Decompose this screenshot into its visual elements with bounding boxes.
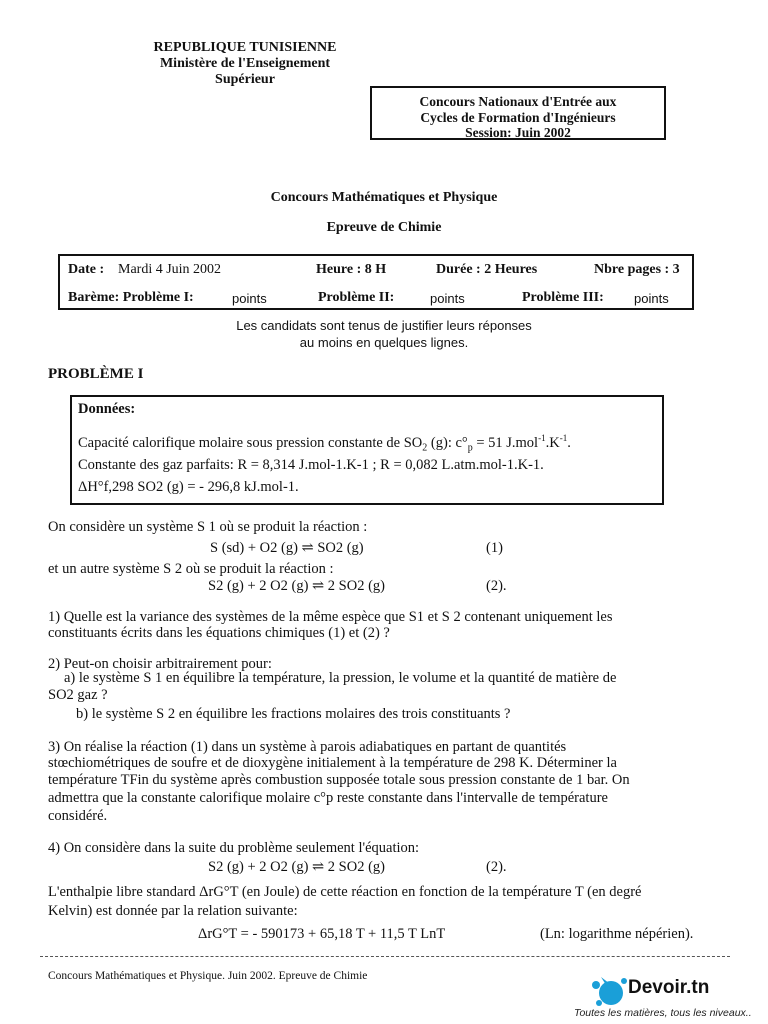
ministry-line1: Ministère de l'Enseignement (159, 56, 331, 71)
question-4-line1: 4) On considère dans la suite du problème seulement l'équation: (48, 840, 420, 856)
points-2: points (430, 291, 465, 306)
s2-intro: et un autre système S 2 où se produit la réaction : (48, 561, 334, 577)
bareme-label: Barème: Problème I: (68, 290, 194, 305)
footer-separator (40, 956, 730, 957)
date-value: Mardi 4 Juin 2002 (118, 262, 222, 277)
date-label: Date : (68, 262, 105, 277)
duree-label: Durée : 2 Heures (436, 262, 538, 277)
reaction-2-repeat-number: (2). (486, 859, 507, 875)
notice-line1: Les candidats sont tenus de justifier leurs réponses (236, 318, 532, 333)
donnee-capacite: Capacité calorifique molaire sous pression constante de $SO_2$ (g): $c^\circ_p = 51$ $J.mol^{-1}.K^{-1}$. (78, 433, 571, 454)
question-3-line4: admettra que la constante calorifique molaire c°p reste constante dans l'intervalle de température (48, 790, 608, 806)
donnee-constante-gaz: Constante des gaz parfaits: R = 8,314 J.mol-1.K-1 ; R = 0,082 L.atm.mol-1.K-1. (78, 457, 544, 473)
exam-info-box (58, 254, 694, 310)
republic-heading: REPUBLIQUE TUNISIENNE (153, 40, 337, 55)
ministry-line2: Supérieur (215, 72, 275, 87)
concours-line2: Cycles de Formation d'Ingénieurs (420, 109, 616, 125)
devoir-logo[interactable] (566, 975, 766, 1021)
pages-label: Nbre pages : 3 (594, 262, 680, 277)
donnees-box (70, 395, 664, 505)
problem3-label: Problème III: (522, 290, 604, 305)
question-3-line3: température TFin du système après combustion supposée totale sous pression constante de 1 bar. On (48, 772, 630, 788)
reaction-1: S (sd) + O2 (g) ⇌ SO2 (g) (210, 540, 364, 556)
points-3: points (634, 291, 669, 306)
question-1-line2: constituants écrits dans les équations chimiques (1) et (2) ? (48, 625, 390, 641)
concours-line3: Session: Juin 2002 (465, 125, 571, 140)
question-3-line1: 3) On réalise la réaction (1) dans un système à parois adiabatiques en partant de quantités (48, 739, 567, 755)
question-4-line3: Kelvin) est donnée par la relation suivante: (48, 903, 298, 919)
donnees-title: Données: (78, 401, 136, 417)
question-4-line2: L'enthalpie libre standard ΔrG°T (en Joule) de cette réaction en fonction de la température T (en degré (48, 884, 642, 900)
question-2-line4: b) le système S 2 en équilibre les fractions molaires des trois constituants ? (76, 706, 511, 722)
question-2-line2: a) le système S 1 en équilibre la température, la pression, le volume et la quantité de matière de (64, 670, 617, 686)
concours-title: Concours Mathématiques et Physique (270, 190, 498, 205)
epreuve-title: Epreuve de Chimie (326, 220, 442, 235)
logo-tagline: Toutes les matières, tous les niveaux.. (574, 1007, 752, 1019)
reaction-1-number: (1) (486, 540, 503, 556)
reaction-2-number: (2). (486, 578, 507, 594)
gibbs-formula: ΔrG°T = - 590173 + 65,18 T + 11,5 T LnT (198, 926, 446, 942)
reaction-2: S2 (g) + 2 O2 (g) ⇌ 2 SO2 (g) (208, 578, 385, 594)
question-3-line2: stœchiométriques de soufre et de dioxygène initialement à la température de 298 K. Déterminer la (48, 755, 617, 771)
notice-line2: au moins en quelques lignes. (299, 335, 469, 350)
question-2-line3: SO2 gaz ? (48, 687, 108, 703)
heure-label: Heure : 8 H (316, 262, 387, 277)
donnee-enthalpie: ΔH°f,298 SO2 (g) = - 296,8 kJ.mol-1. (78, 479, 299, 495)
problem1-title: PROBLÈME I (48, 366, 144, 382)
reaction-2-repeat: S2 (g) + 2 O2 (g) ⇌ 2 SO2 (g) (208, 859, 385, 875)
formula-note: (Ln: logarithme népérien). (540, 926, 694, 942)
logo-brand: Devoir.tn (628, 977, 710, 998)
problem2-label: Problème II: (318, 290, 395, 305)
concours-line1: Concours Nationaux d'Entrée aux (419, 94, 617, 109)
points-1: points (232, 291, 267, 306)
question-1-line1: 1) Quelle est la variance des systèmes de la même espèce que S1 et S 2 contenant uniquement les (48, 609, 613, 625)
question-2-line1: 2) Peut-on choisir arbitrairement pour: (48, 656, 272, 672)
footer-text: Concours Mathématiques et Physique. Juin 2002. Epreuve de Chimie (48, 970, 368, 982)
issuer-block (110, 40, 380, 88)
s1-intro: On considère un système S 1 où se produit la réaction : (48, 519, 368, 535)
concours-box (370, 86, 666, 140)
question-3-line5: considéré. (48, 808, 108, 824)
